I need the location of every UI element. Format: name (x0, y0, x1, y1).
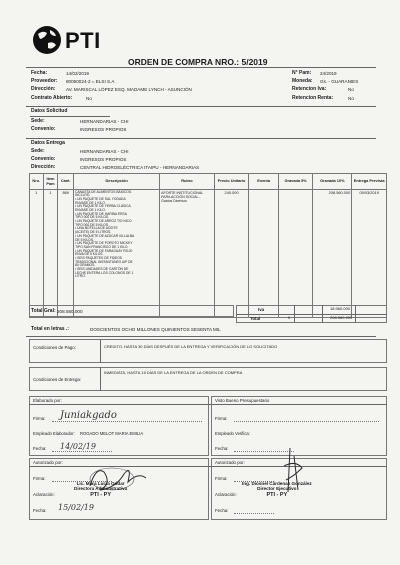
col-gravada5: Gravada 5% (278, 174, 313, 190)
condiciones-entrega-label: Condiciones de Entrega: (33, 377, 82, 382)
solicitud-sede-value: HERNANDARIAS - CHI (80, 119, 129, 124)
col-entrega: Entrega Prevista (352, 174, 387, 190)
rubro-line: PARA ACCIÓN SOCIAL - (161, 194, 201, 199)
npam-value: 24/2019 (320, 71, 337, 76)
letras-label: Total en letras .: (31, 326, 69, 332)
cell-precio: 240.000 (214, 190, 249, 318)
autorizado-title: Autorizado por: (33, 460, 63, 465)
aut-fecha-label: Fecha: (33, 508, 47, 513)
description-line: TIPO 000 DE 5 KILOS. (75, 215, 109, 220)
contrato-label: Contrato Abierto: (31, 95, 73, 101)
total-exenta-value: 0 (288, 315, 291, 320)
entrega-convenio-value: INGRESOS PROPIOS (80, 157, 127, 162)
solicitud-title: Datos Solicitud (31, 108, 68, 114)
elaborado-title: Elaborado por: (33, 398, 62, 403)
description-line: • UN PAQUETE DE HARINA ERSA (75, 211, 127, 216)
description-line: ENVA DE 5 KILOS. (75, 252, 104, 257)
direccion-label: Dirección: (31, 86, 56, 92)
table-row (30, 190, 387, 318)
description-line: ENVASE DE 1 KILO. (75, 200, 106, 205)
description-line: 80 GRAMOS. (75, 263, 96, 268)
cell-cant: 869 (58, 190, 74, 318)
entrega-convenio-label: Convenio: (31, 156, 56, 162)
description-line: • SEIS PAQUETES DE FIDEOS (75, 255, 122, 260)
description-line: • UN PAQUETE DE AZÚCAR VILLALBA (75, 233, 135, 238)
cell-descripcion (74, 190, 160, 318)
solicitud-convenio-value: INGRESOS PROPIOS (80, 127, 127, 132)
solicitud-convenio-label: Convenio: (31, 126, 56, 132)
npam-label: N° Pam: (292, 70, 312, 76)
description-line: LECHE ENTERA LOS COLONOS DE 1 (75, 270, 134, 275)
cell-nro: 1 (30, 190, 44, 318)
elab-fecha-label: Fecha: (33, 446, 47, 451)
description-line: TRADICIONAL INSTANTÁNEO AIP DE (75, 259, 133, 264)
cell-gravada5 (278, 190, 313, 318)
description-line: • SEIS UNIDADES DE CARTÓN DE (75, 267, 129, 272)
condiciones-pago-box (29, 339, 387, 363)
elab-signature: Juniakgado (60, 410, 117, 421)
contrato-value: No (86, 96, 92, 101)
retencion-iva-value: No (348, 87, 354, 92)
elab-firma-label: Firma: (33, 416, 46, 421)
cell-exenta (249, 190, 278, 318)
autorizado-title-right: Autorizado por: (215, 460, 245, 465)
elab-fecha-value: 14/02/19 (60, 442, 96, 451)
description-line: • UNA BOTELLA DE ACEITE (75, 226, 118, 231)
letras-value: DOSCIENTOS OCHO MILLONES QUINIENTOS SESENTA MIL (90, 327, 221, 332)
proveedor-label: Proveedor: (31, 78, 58, 84)
col-exenta: Exenta (249, 174, 278, 190)
total-label: Total (250, 316, 261, 321)
aut-firma-label-right: Firma: (215, 476, 228, 481)
empleado-value: ROGADO MELOT MARIA EMILIA (80, 431, 144, 436)
condiciones-entrega-value: INMEDIATA, HASTA 15 DÍAS DE LA ENTREGA DE LA ORDEN DE COMPRA (104, 370, 243, 375)
description-line: (ACEITE) DE 5 LITROS. (75, 230, 112, 235)
cell-rubro (160, 190, 215, 318)
total-gral-label: Total Gral: (31, 308, 56, 314)
description-line: • UN PAQUETE DE YERBA CLÁSICA (75, 204, 131, 209)
total-gral-value: 208.560.000 (57, 309, 83, 314)
proveedor-value: 80050024-2 = ELSI S.A (66, 79, 115, 84)
aut-fecha-label-right: Fecha: (215, 508, 229, 513)
retencion-renta-label: Retencion Renta: (292, 95, 334, 101)
table-header-row (30, 174, 387, 190)
aut-aclaracion-label-right: Aclaración: (215, 492, 237, 497)
globe-icon (31, 24, 63, 56)
description-line: TIPO 000 DE 5 KILOS. (75, 222, 109, 227)
logo-text: PTI (65, 28, 101, 53)
condiciones-pago-value: CREDITO. HASTA 30 DÍAS DESPUÉS DE LA ENTREGA Y VERIFICACIÓN DE LO SOLICITADO (104, 344, 278, 349)
retencion-renta-value: No (348, 96, 354, 101)
empleado-verifica-label: Empleado Verifica: (215, 431, 250, 436)
moneda-value: Gs. - GUARANIES (320, 79, 359, 84)
description-line: • UN PAQUETE DE SAL YODADA (75, 196, 126, 201)
condiciones-pago-label: Condiciones de Pago: (33, 345, 76, 350)
cell-entrega: 05/03/2019 (352, 190, 387, 318)
retencion-iva-label: Retencion Iva: (292, 86, 327, 92)
direccion-value: AV. MARISCAL LÓPEZ ESQ. MADAME LYNCH - ASUNCIÓN (66, 87, 192, 92)
description-line: • UN PAQUETE DE ARROZ TIO NICO (75, 219, 132, 224)
iva-label: Iva (258, 307, 265, 312)
col-cant: Cant. (58, 174, 74, 190)
elaborado-box (29, 396, 209, 456)
description-line: ENVASE DE 1 KILO. (75, 208, 106, 213)
col-gravada10: Gravada 10% (313, 174, 352, 190)
cell-gravada10: 208.560.000 (313, 190, 352, 318)
aut-aclaracion-label: Aclaración: (33, 492, 55, 497)
left-stamp: Lic. Mara Lucia Oddar Directora Administrativa PTI - PY (74, 481, 128, 498)
col-nro: Nro. (30, 174, 44, 190)
col-item-pam: Item Pam (43, 174, 58, 190)
description-line: TIPO SAN FRANCISCO DE 1 KILO. (75, 244, 129, 249)
cell-item: 1 (43, 190, 58, 318)
iva-value: 18.960.000 (330, 306, 351, 311)
aut-firma-label: Firma: (33, 476, 46, 481)
items-table (29, 173, 387, 318)
aut-fecha-value: 15/02/19 (58, 503, 94, 512)
solicitud-sede-label: Sede: (31, 118, 45, 124)
description-line: DE 5 KILOS. (75, 237, 94, 242)
entrega-direccion-value: CENTRAL HIDROELÉCTRICA ITAIPU - HERNANDARIAS (80, 165, 200, 170)
pti-logo (31, 24, 121, 58)
rubro-line: Gastos Diversos (161, 198, 187, 203)
col-rubro: Rubro (160, 174, 215, 190)
moneda-label: Moneda: (292, 78, 313, 84)
entrega-sede-value: HERNANDARIAS - CHI (80, 149, 129, 154)
entrega-title: Datos Entrega (31, 140, 65, 146)
rubro-line: APORTE INSTITUCIONAL (161, 190, 204, 195)
description-line: • UN PAQUETE DE FARAGUAY ROJO (75, 248, 133, 253)
total-value: 208.560.000 (330, 315, 353, 320)
description-line: CANASTA DE ALIMENTOS BÁSICOS. (75, 189, 132, 194)
description-line: • UN PAQUETE DE POROTO MICKEY (75, 241, 133, 246)
page-title: ORDEN DE COMPRA NRO.: 5/2019 (128, 57, 268, 67)
description-line: LITRO. (75, 274, 86, 279)
vb-fecha-label: Fecha: (215, 446, 229, 451)
entrega-sede-label: Sede: (31, 148, 45, 154)
right-stamp: Ing. Diosnel Cárdenas González Director Ejecutivo PTI - PY (242, 481, 312, 498)
col-descripcion: Descripción (74, 174, 160, 190)
description-line: INCLUYE: (75, 193, 91, 198)
vb-firma-label: Firma: (215, 416, 228, 421)
empleado-label: Empleado Elaborador: (33, 431, 75, 436)
entrega-direccion-label: Dirección: (31, 164, 56, 170)
col-precio: Precio Unitario (214, 174, 249, 190)
fecha-label: Fecha: (31, 70, 48, 76)
visto-bueno-title: Visto Bueno Presupuestario (215, 398, 270, 403)
fecha-value: 14/02/2019 (66, 71, 89, 76)
